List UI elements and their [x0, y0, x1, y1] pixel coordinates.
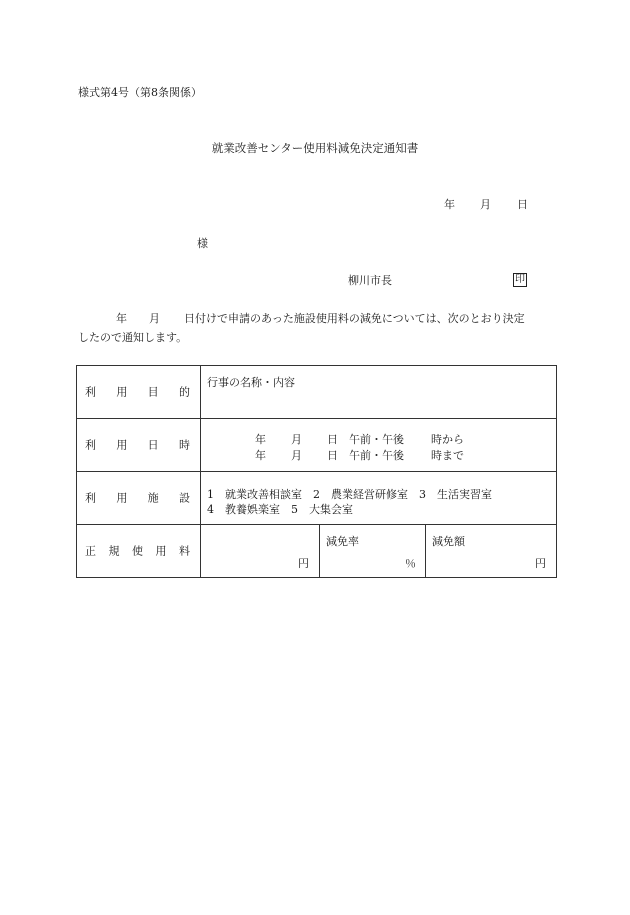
form-number: 様式第4号（第8条関係） — [78, 86, 202, 99]
fee-fields — [201, 525, 557, 578]
fee-label-char: 使 — [132, 544, 143, 558]
reduction-amount-field[interactable] — [425, 525, 556, 577]
purpose-field[interactable] — [201, 366, 557, 419]
from-ampm: 午前・午後 — [349, 433, 404, 446]
reduction-rate-label: 減免率 — [326, 535, 359, 548]
seal-mark: 印 — [515, 274, 525, 285]
facility-label — [77, 472, 201, 525]
to-year: 年 — [255, 449, 266, 462]
facility-options-line1: 1 就業改善相談室 2 農業経営研修室 3 生活実習室 — [207, 488, 492, 501]
reduction-amount-unit: 円 — [535, 557, 546, 570]
from-month: 月 — [291, 433, 302, 446]
from-day: 日 — [327, 433, 338, 446]
fee-label-char: 規 — [108, 544, 120, 558]
purpose-label-char: 用 — [116, 385, 128, 399]
from-year: 年 — [255, 433, 266, 446]
fee-label-char: 正 — [85, 544, 96, 558]
purpose-label-char: 利 — [85, 385, 96, 399]
facility-label-char: 設 — [178, 491, 190, 505]
body-text-line2: したので通知します。 — [78, 331, 188, 344]
datetime-label-char: 日 — [147, 438, 159, 452]
body-text-line1: 日付けで申請のあった施設使用料の減免については、次のとおり決定 — [184, 312, 525, 325]
to-day: 日 — [327, 449, 338, 462]
fee-label-char: 用 — [155, 544, 167, 558]
to-time: 時まで — [431, 449, 464, 462]
purpose-label — [77, 366, 201, 419]
body-year: 年 — [116, 312, 127, 325]
facility-label-char: 利 — [85, 491, 96, 505]
datetime-label-char: 用 — [116, 438, 128, 452]
purpose-row — [77, 366, 557, 419]
date-day: 日 — [517, 198, 528, 211]
date-year: 年 — [444, 198, 455, 211]
datetime-label — [77, 419, 201, 472]
reduction-rate-field[interactable] — [319, 525, 426, 577]
to-month: 月 — [291, 449, 302, 462]
facility-options-line2: 4 教養娯楽室 5 大集会室 — [207, 503, 353, 516]
fee-row — [77, 525, 557, 578]
addressee-suffix: 様 — [197, 237, 208, 250]
fee-label — [77, 525, 201, 578]
datetime-label-char: 利 — [85, 438, 96, 452]
purpose-label-char: 目 — [147, 385, 159, 399]
facility-label-char: 施 — [147, 491, 159, 505]
reduction-amount-label: 減免額 — [432, 535, 465, 548]
facility-field[interactable] — [201, 472, 557, 525]
reduction-rate-unit: ％ — [405, 557, 416, 570]
to-ampm: 午前・午後 — [349, 449, 404, 462]
regular-fee-unit: 円 — [298, 557, 309, 570]
datetime-field[interactable] — [201, 419, 557, 472]
purpose-label-char: 的 — [178, 385, 190, 399]
document-title: 就業改善センター使用料減免決定通知書 — [211, 141, 419, 155]
body-month: 月 — [149, 312, 160, 325]
regular-fee-field[interactable] — [201, 525, 319, 577]
issuer-name: 柳川市長 — [348, 274, 392, 287]
event-name-label: 行事の名称・内容 — [207, 376, 295, 389]
facility-label-char: 用 — [116, 491, 128, 505]
facility-row — [77, 472, 557, 525]
datetime-label-char: 時 — [178, 438, 190, 452]
datetime-row — [77, 419, 557, 472]
from-time: 時から — [431, 433, 464, 446]
fee-label-char: 料 — [179, 544, 190, 558]
details-table — [76, 365, 557, 578]
date-month: 月 — [480, 198, 491, 211]
